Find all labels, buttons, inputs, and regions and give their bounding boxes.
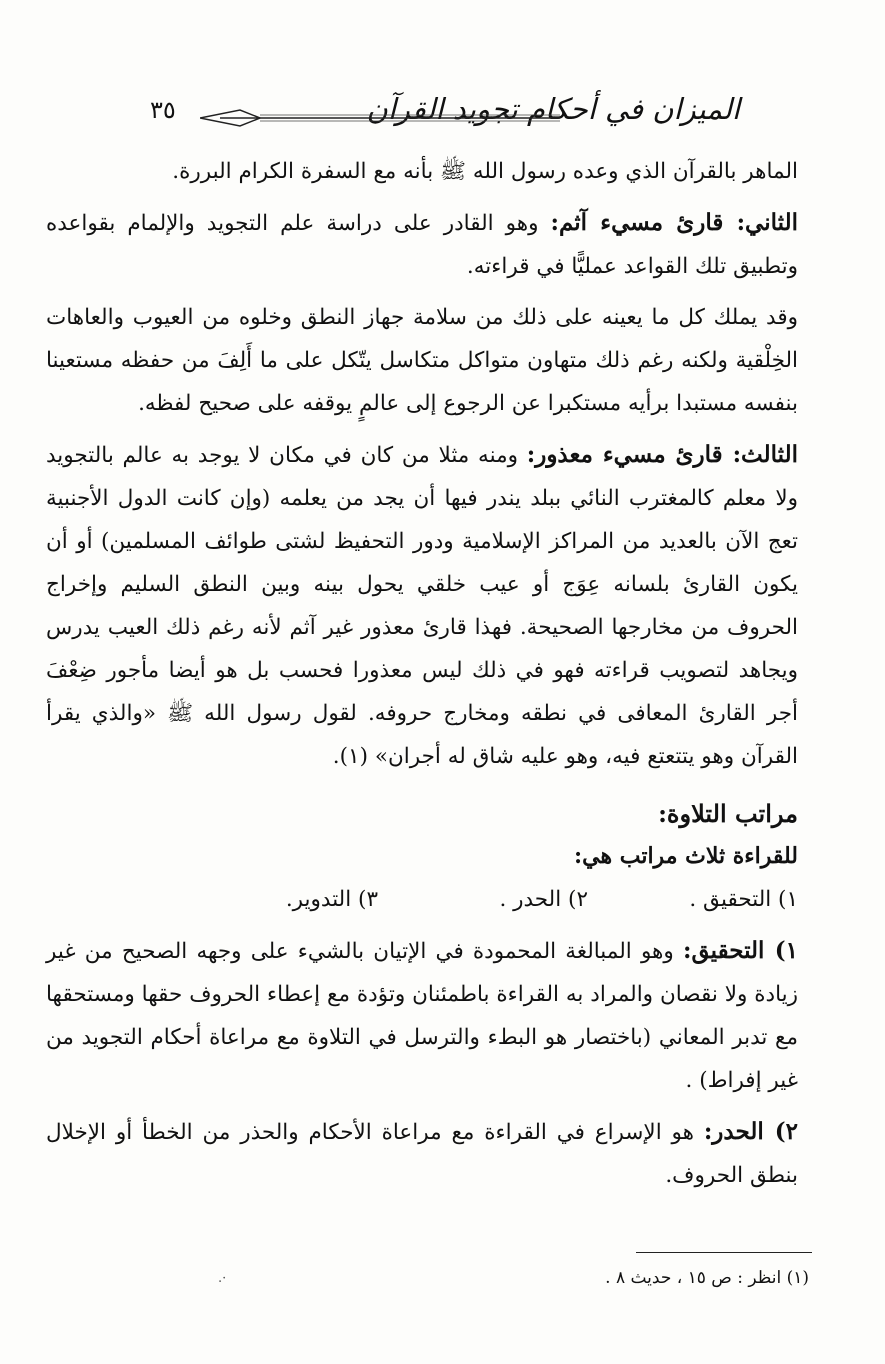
paragraph-2-text: وهو القادر على دراسة علم التجويد والإلمام بقواعده وتطبيق تلك القواعد عمليًّا في قراءته. — [46, 211, 798, 279]
level-item: ١) التحقيق . — [689, 887, 798, 912]
section-subheading: للقراءة ثلاث مراتب هي: — [574, 843, 798, 869]
main-text — [46, 150, 798, 1197]
footnote-divider — [636, 1252, 812, 1253]
page-header — [150, 92, 740, 140]
paragraph-6-text: هو الإسراع في القراءة مع مراعاة الأحكام والحذر من الخطأ أو الإخلال بنطق الحروف. — [46, 1120, 798, 1188]
paragraph-5-text: وهو المبالغة المحمودة في الإتيان بالشيء على وجهه الصحيح من غير زيادة ولا نقصان والمراد به القراءة باطمئنان وتؤدة مع إعطاء الحروف حقها ومستحقها مع تدبر المعاني (باختصار هو البطء والترسل في التلاوة مع مراعاة أحكام التجويد من غير إفراط) . — [46, 939, 798, 1093]
levels-list — [46, 878, 798, 921]
paragraph-3: وقد يملك كل ما يعينه على ذلك من سلامة جهاز النطق وخلوه من العيوب والعاهات الخِلْقية ولكنه رغم ذلك متهاون متواكل متكاسل يتّكل على ما أَلِفَ من حفظه مستعينا بنفسه مستبدا برأيه مستكبرا عن الرجوع إلى عالمٍ يوقفه على صحيح لفظه. — [46, 305, 798, 416]
section-heading: مراتب التلاوة: — [658, 799, 798, 828]
level-item: ٣) التدوير. — [285, 887, 378, 912]
term-tahqiq: ١) التحقيق: — [682, 937, 799, 964]
paragraph-6 — [46, 1110, 798, 1197]
print-mark-icon: .· — [218, 1271, 227, 1286]
paragraph-4 — [46, 433, 798, 778]
paragraph-5 — [46, 929, 798, 1102]
footnote: (١) انظر : ص ١٥ ، حديث ٨ . — [605, 1268, 809, 1288]
term-third: الثالث: قارئ مسيء معذور: — [526, 441, 798, 468]
paragraph-2 — [46, 201, 798, 288]
level-item: ٢) الحدر . — [499, 887, 588, 912]
running-title: الميزان في أحكام تجويد القرآن — [366, 92, 740, 126]
term-hadr: ٢) الحدر: — [703, 1118, 798, 1145]
term-second: الثاني: قارئ مسيء آثم: — [550, 209, 798, 236]
ornament-arrow-icon — [200, 108, 565, 128]
paragraph-1: الماهر بالقرآن الذي وعده رسول الله ﷺ بأنه مع السفرة الكرام البررة. — [172, 159, 798, 184]
page-number: ٣٥ — [150, 96, 176, 124]
paragraph-4-text: ومنه مثلا من كان في مكان لا يوجد به عالم بالتجويد ولا معلم كالمغترب النائي ببلد يندر فيها أن يجد من يعلمه (وإن كانت الدول الأجنبية تعج الآن بالعديد من المراكز الإسلامية ودور التحفيظ لشتى طوائف المسلمين) أو أن يكون القارئ بلسانه عِوَج أو عيب خلقي يحول بينه وبين النطق السليم وإخراج الحروف من مخارجها الصحيحة. فهذا قارئ معذور غير آثم لأنه رغم ذلك العيب يدرس ويجاهد لتصويب قراءته فهو في ذلك ليس معذورا فحسب بل هو أيضا مأجور ضِعْفَ أجر القارئ المعافى في نطقه ومخارج حروفه. لقول رسول الله ﷺ «والذي يقرأ القرآن وهو يتتعتع فيه، وهو عليه شاق له أجران» (١). — [46, 443, 798, 769]
